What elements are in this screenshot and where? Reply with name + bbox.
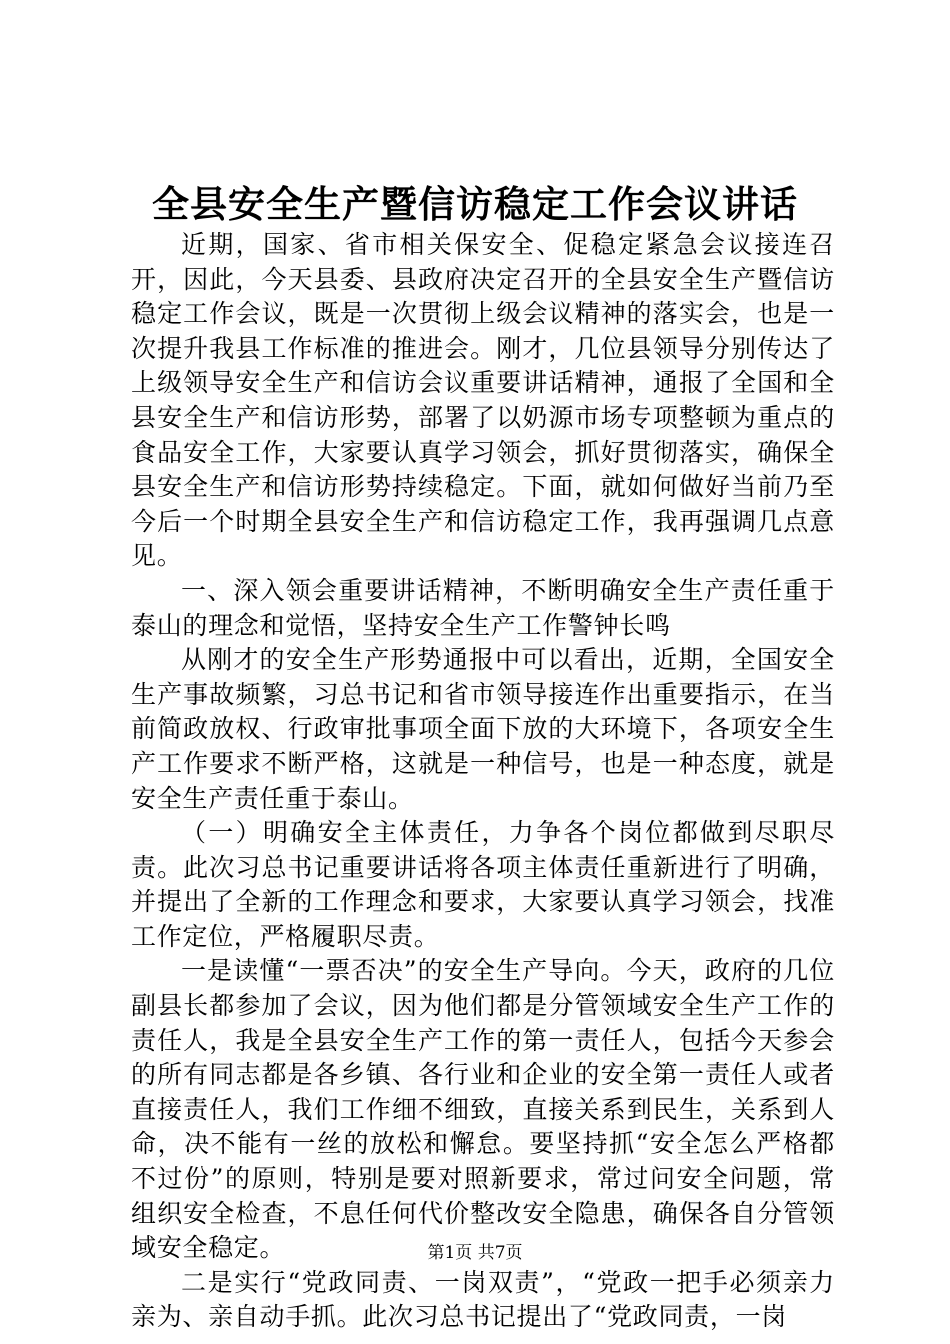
paragraph-situation: 从刚才的安全生产形势通报中可以看出，近期，全国安全生产事故频繁，习总书记和省市领导接连作出重要指示，在当前简政放权、行政审批事项全面下放的大环境下，各项安全生产工作要求不断严格，这就是一种信号，也是一种态度，就是安全生产责任重于泰山。 [131, 645, 835, 813]
paragraph-intro: 近期，国家、省市相关保安全、促稳定紧急会议接连召开，因此，今天县委、县政府决定召开的全县安全生产暨信访稳定工作会议，既是一次贯彻上级会议精神的落实会，也是一次提升我县工作标准的推进会。刚才，几位县领导分别传达了上级领导安全生产和信访会议重要讲话精神，通报了全国和全县安全生产和信访形势，部署了以奶源市场专项整顿为重点的食品安全工作，大家要认真学习领会，抓好贯彻落实，确保全县安全生产和信访形势持续稳定。下面，就如何做好当前乃至今后一个时期全县安全生产和信访稳定工作，我再强调几点意见。 [131, 230, 835, 571]
paragraph-point-1: 一是读懂“一票否决”的安全生产导向。今天，政府的几位副县长都参加了会议，因为他们都是分管领域安全生产工作的责任人，我是全县安全生产工作的第一责任人，包括今天参会的所有同志都是各乡镇、各行业和企业的安全第一责任人或者直接责任人，我们工作细不细致，直接关系到民生，关系到人命，决不能有一丝的放松和懈怠。要坚持抓“安全怎么严格都不过份”的原则，特别是要对照新要求，常过问安全问题，常组织安全检查，不息任何代价整改安全隐患，确保各自分管领域安全稳定。 [131, 956, 835, 1263]
paragraph-section-heading-1: 一、深入领会重要讲话精神，不断明确安全生产责任重于泰山的理念和觉悟，坚持安全生产工作警钟长鸣 [131, 575, 835, 640]
paragraph-subsection-1: （一）明确安全主体责任，力争各个岗位都做到尽职尽责。此次习总书记重要讲话将各项主体责任重新进行了明确，并提出了全新的工作理念和要求，大家要认真学习领会，找准工作定位，严格履职尽责。 [131, 818, 835, 951]
document-body [131, 228, 835, 1335]
page-footer: 第1页 共7页 [427, 1243, 523, 1263]
paragraph-point-2: 二是实行“党政同责、一岗双责”，“党政一把手必须亲力亲为、亲自动手抓。此次习总书记提出了“党政同责，一岗 [131, 1267, 835, 1332]
document-title: 全县安全生产暨信访稳定工作会议讲话 [152, 182, 798, 226]
